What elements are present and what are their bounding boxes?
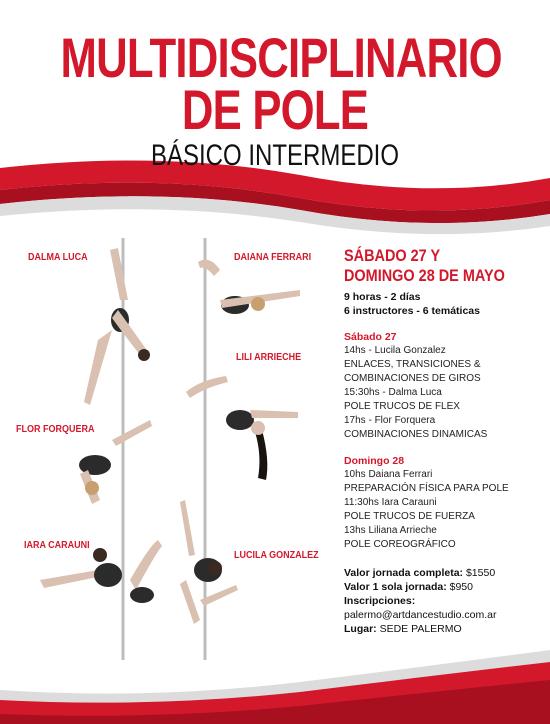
location: [344, 622, 544, 636]
event-date-line-2: DOMINGO 28 DE MAYO: [344, 266, 505, 285]
sunday-line: 13hs Liliana Arrieche: [344, 525, 437, 536]
title-line-2: DE POLE: [181, 78, 369, 141]
event-info: [344, 246, 544, 636]
sunday-title: Domingo 28: [344, 455, 405, 467]
dancer-name-6: LUCILA GONZALEZ: [234, 550, 319, 561]
sunday-line: POLE TRUCOS DE FUERZA: [344, 511, 475, 522]
dancer-photo-2: [198, 260, 300, 314]
location-value: SEDE PALERMO: [379, 623, 462, 635]
price-full-label: Valor jornada completa:: [344, 567, 464, 579]
price-full: [344, 566, 544, 580]
sunday-line: 11:30hs Iara Carauni: [344, 497, 437, 508]
sunday-line: 10hs Daiana Ferrari: [344, 469, 433, 480]
contact-email[interactable]: palermo@artdancestudio.com.ar: [344, 609, 497, 621]
dancer-name-3: LILI ARRIECHE: [236, 352, 302, 363]
dancer-name-2: DAIANA FERRARI: [234, 252, 312, 263]
summary-instructors: 6 instructores - 6 temáticas: [344, 305, 480, 317]
summary-hours: 9 horas - 2 días: [344, 291, 421, 303]
dancer-name-1: DALMA LUCA: [28, 252, 88, 263]
price-single: [344, 580, 544, 594]
saturday-title: Sábado 27: [344, 331, 397, 343]
sunday-line: PREPARACIÓN FÍSICA PARA POLE: [344, 483, 509, 494]
dancer-photo-6: [180, 500, 238, 624]
saturday-line: 15:30hs - Dalma Luca: [344, 387, 442, 398]
title-line-1: MULTIDISCIPLINARIO: [60, 26, 502, 89]
saturday-line: POLE TRUCOS DE FLEX: [344, 401, 460, 412]
inscripciones-label: Inscripciones:: [344, 595, 416, 607]
saturday-line: ENLACES, TRANSICIONES &: [344, 359, 481, 370]
dancer-name-5: IARA CARAUNI: [24, 540, 90, 551]
saturday-line: 14hs - Lucila Gonzalez: [344, 345, 446, 356]
sunday-line: POLE COREOGRÁFICO: [344, 539, 456, 550]
price-full-value: $1550: [465, 567, 496, 579]
saturday-line: 17hs - Flor Forquera: [344, 415, 436, 426]
dancer-photo-3: [186, 376, 298, 480]
price-single-label: Valor 1 sola jornada:: [344, 581, 447, 593]
event-date-line-1: SÁBADO 27 Y: [344, 246, 441, 265]
price-single-value: $950: [449, 581, 473, 593]
saturday-line: COMBINACIONES DE GIROS: [344, 373, 481, 384]
dancer-name-4: FLOR FORQUERA: [16, 424, 95, 435]
location-label: Lugar:: [344, 623, 377, 635]
dancer-photo-1: [84, 248, 150, 405]
subtitle: BÁSICO INTERMEDIO: [150, 139, 400, 172]
saturday-line: COMBINACIONES DINAMICAS: [344, 429, 488, 440]
